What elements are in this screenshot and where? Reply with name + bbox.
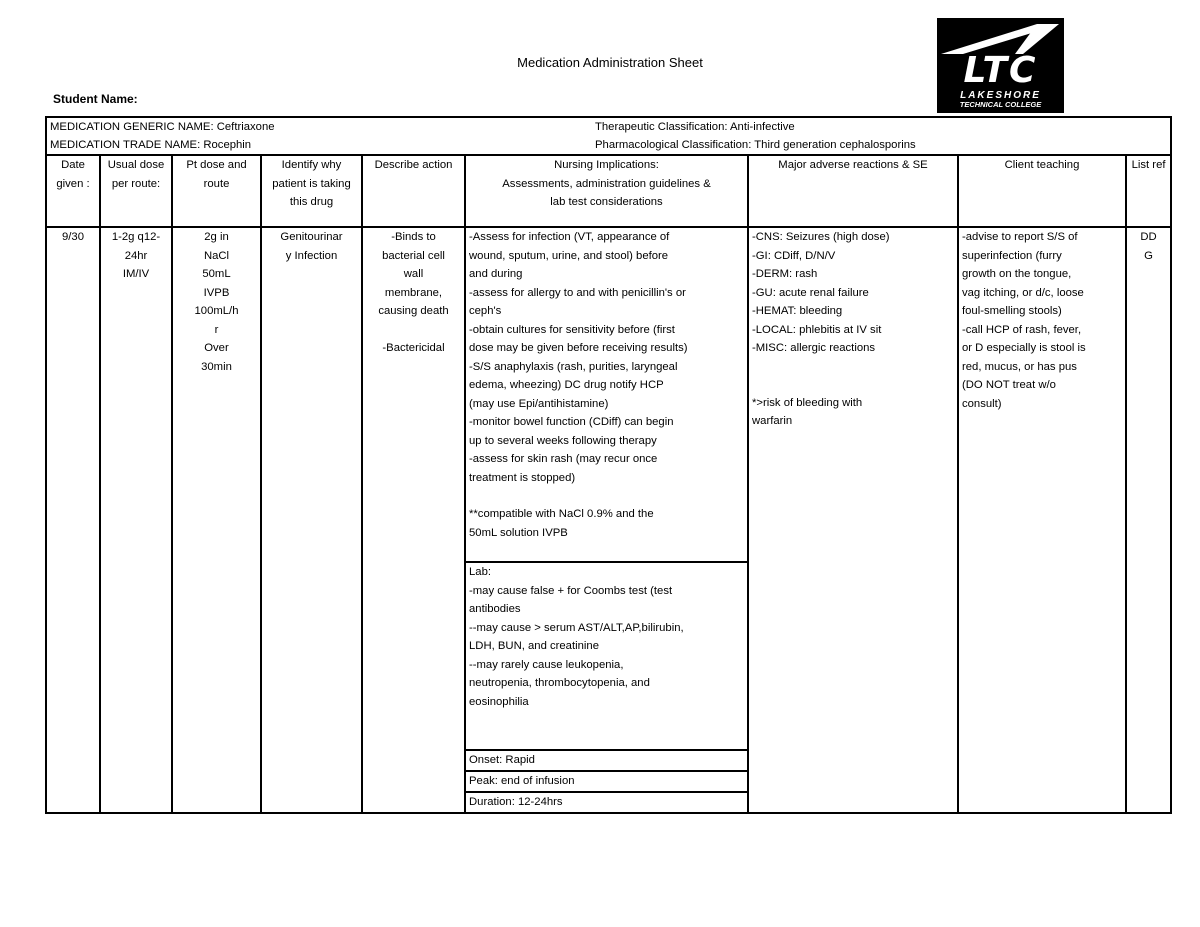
teaching-line: (DO NOT treat w/o [962,379,1056,391]
lab-line: --may rarely cause leukopenia, [469,658,624,671]
nursing-line: -assess for allergy to and with penicillin's or [469,286,686,299]
adverse-line: -DERM: rash [752,268,818,280]
cell-onset [465,750,748,771]
lab-line: LDH, BUN, and creatinine [469,640,599,652]
adverse-note-line: warfarin [752,415,793,427]
teaching-line: -call HCP of rash, fever, [962,323,1082,336]
adverse-line: -GU: acute renal failure [752,286,869,299]
header-adverse: Major adverse reactions & SE [748,155,958,227]
trade-name: MEDICATION TRADE NAME: Rocephin [50,139,252,151]
sheet-title: Medication Administration Sheet [517,55,703,70]
nursing-line: (may use Epi/antihistamine) [469,397,609,410]
header-pt-dose: Pt dose and route [172,155,261,227]
cell-why [261,227,362,813]
adverse-line: -MISC: allergic reactions [752,342,876,354]
cell-peak-duration [465,771,748,813]
onset-value: Onset: Rapid [469,754,535,766]
action-line: membrane, [384,286,443,299]
cell-pt-dose [172,227,261,813]
college-logo [937,18,1064,113]
header-why: Identify why patient is taking this drug [261,155,362,227]
column-header-row [46,155,1171,227]
pharmacological-classification: Pharmacological Classification: Third generation cephalosporins [595,139,916,151]
cell-usual-dose [100,227,172,813]
teaching-line: growth on the tongue, [962,268,1072,280]
teaching-line: or D especially is stool is [962,342,1086,354]
duration-value: Duration: 12-24hrs [466,791,747,812]
cell-lab [465,562,748,750]
generic-name: MEDICATION GENERIC NAME: Ceftriaxone [50,121,275,133]
nursing-line: and during [469,268,523,280]
pt-dose-line: r [214,323,219,336]
header-ref: List ref [1126,155,1171,227]
medication-table [45,116,1172,814]
usual-dose-line: 1-2g q12- [111,231,161,243]
adverse-line: -GI: CDiff, D/N/V [752,249,836,262]
header-date: Date given : [46,155,100,227]
date-value: 9/30 [62,231,84,243]
action-line: causing death [378,305,449,317]
medication-entry-row [46,227,1171,562]
pt-dose-line: 100mL/h [194,305,239,317]
header-nursing-line-2: Assessments, administration guidelines & [502,177,711,190]
lab-line: Lab: [469,566,491,578]
nursing-line: -monitor bowel function (CDiff) can begin [469,416,674,428]
cell-teaching [958,227,1126,813]
peak-value: Peak: end of infusion [469,775,575,787]
cell-action [362,227,465,813]
action-line: -Bactericidal [382,341,445,354]
lab-line: neutropenia, thrombocytopenia, and [469,677,650,689]
nursing-line: -S/S anaphylaxis (rash, purities, laryngeal [469,360,678,373]
teaching-line: superinfection (furry [962,249,1062,262]
adverse-line: -LOCAL: phlebitis at IV sit [752,323,882,336]
nursing-line: edema, wheezing) DC drug notify HCP [469,379,664,391]
therapeutic-classification: Therapeutic Classification: Anti-infective [595,121,795,133]
teaching-line: consult) [962,397,1002,410]
pt-dose-line: 30min [201,360,232,373]
cell-adverse [748,227,958,813]
student-name-label: Student Name: [53,92,138,106]
teaching-line: foul-smelling stools) [962,305,1062,317]
usual-dose-line: 24hr [124,249,148,262]
header-nursing-line-3: lab test considerations [550,196,663,208]
action-line: wall [403,268,424,280]
why-line: Genitourinar [280,231,343,243]
nursing-line: up to several weeks following therapy [469,434,657,447]
header-nursing-line-1: Nursing Implications: [554,159,659,171]
pt-dose-line: 50mL [202,268,231,280]
nursing-line: wound, sputum, urine, and stool) before [469,249,669,262]
nursing-compat-line: 50mL solution IVPB [469,526,568,539]
lab-line: antibodies [469,603,521,615]
nursing-line: treatment is stopped) [469,471,576,484]
pt-dose-line: NaCl [203,249,230,262]
pt-dose-line: Over [204,342,229,354]
lab-line: eosinophilia [469,695,529,708]
pt-dose-line: IVPB [203,286,230,299]
header-nursing [465,155,748,227]
action-line: bacterial cell [382,249,445,262]
adverse-line: -HEMAT: bleeding [752,305,843,317]
why-line: y Infection [285,249,338,262]
ref-line: G [1144,249,1153,262]
logo-letters: LTC [963,50,1038,91]
adverse-line: -CNS: Seizures (high dose) [752,231,890,243]
lab-line: -may cause false + for Coombs test (test [469,584,673,597]
lab-line: --may cause > serum AST/ALT,AP,bilirubin, [469,621,684,634]
nursing-line: -obtain cultures for sensitivity before (first [469,323,675,336]
nursing-compat-line: **compatible with NaCl 0.9% and the [469,508,654,520]
action-line: -Binds to [391,231,436,243]
usual-dose-line: IM/IV [122,268,150,280]
nursing-line: dose may be given before receiving results) [469,342,688,354]
nursing-line: ceph's [469,305,502,317]
cell-date [46,227,100,813]
ref-line: DD [1140,231,1157,243]
teaching-line: red, mucus, or has pus [962,360,1077,373]
medication-info-row [46,117,1171,155]
logo-college-subtitle: TECHNICAL COLLEGE [959,100,1042,109]
logo-college-name: LAKESHORE [960,90,1041,101]
header-teaching: Client teaching [958,155,1126,227]
nursing-line: -assess for skin rash (may recur once [469,453,658,465]
teaching-line: vag itching, or d/c, loose [962,286,1084,299]
header-action: Describe action [362,155,465,227]
medication-info-cell [46,117,1171,155]
cell-ref [1126,227,1171,813]
teaching-line: -advise to report S/S of [962,231,1078,243]
cell-nursing [465,227,748,562]
nursing-line: -Assess for infection (VT, appearance of [469,231,670,243]
pt-dose-line: 2g in [204,231,229,243]
adverse-note-line: *>risk of bleeding with [752,396,863,409]
header-usual-dose: Usual dose per route: [100,155,172,227]
